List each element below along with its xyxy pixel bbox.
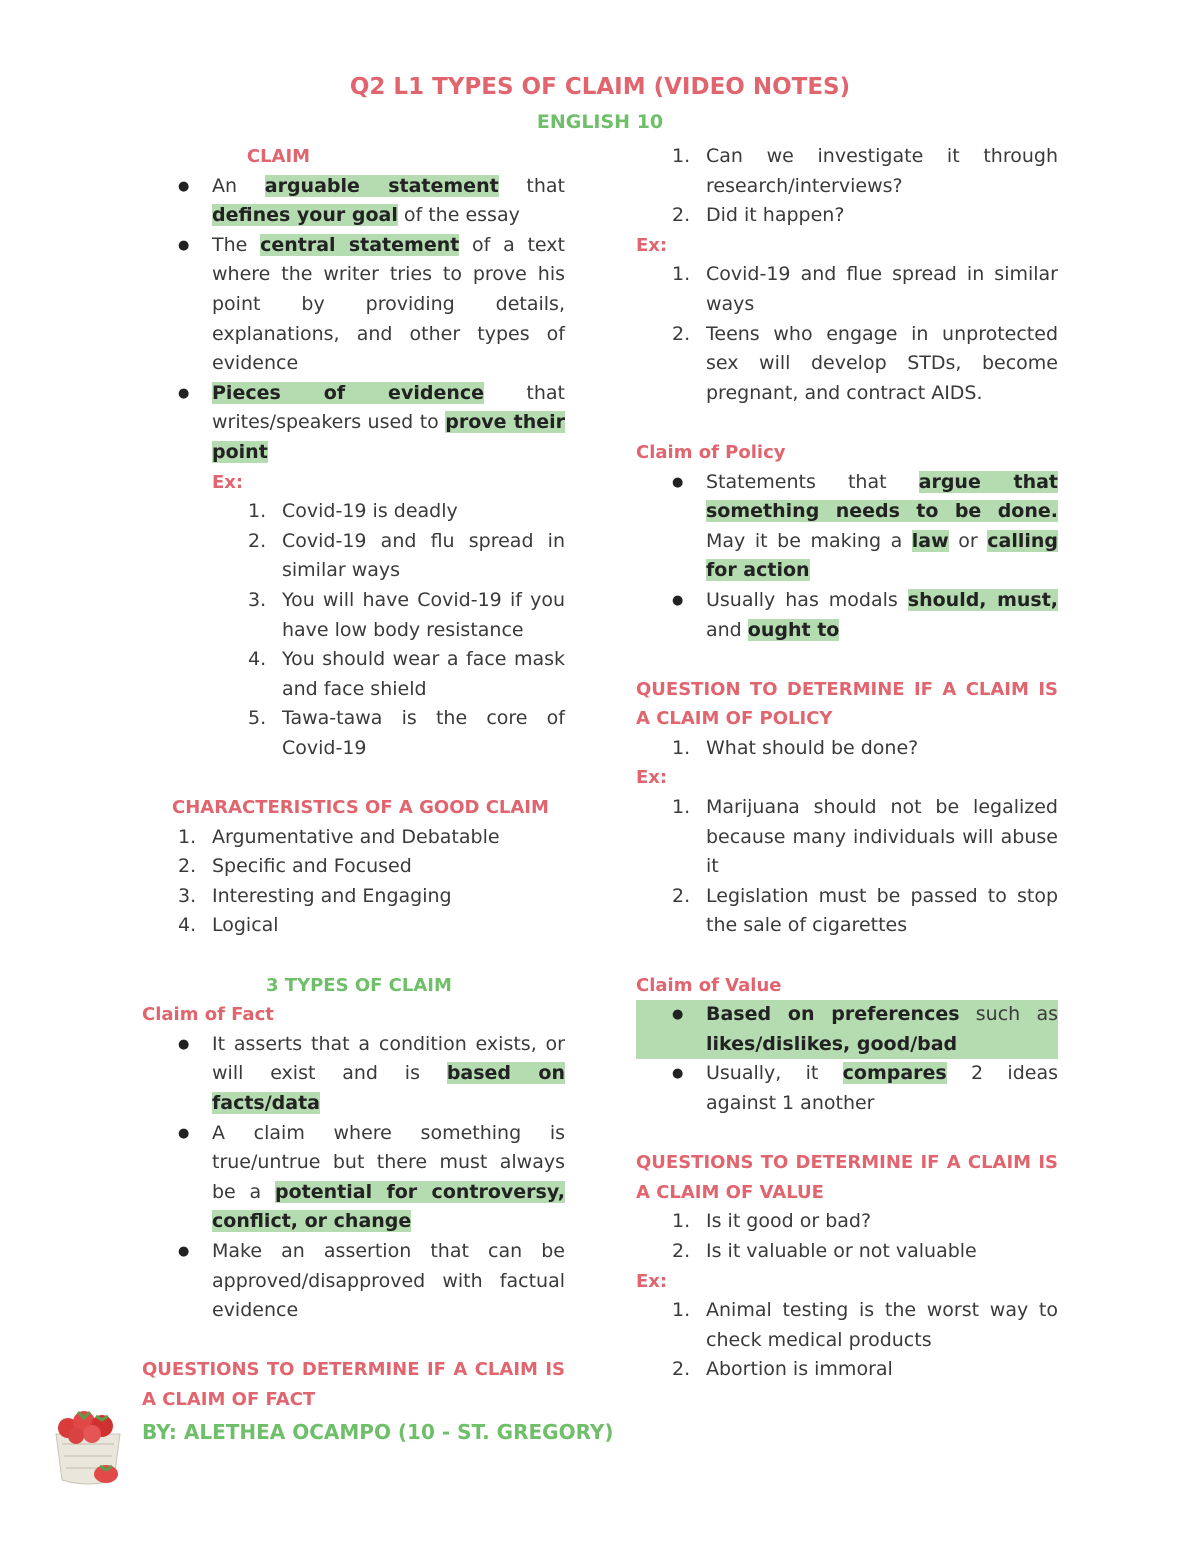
list-number: 2. [672, 1358, 691, 1381]
claim-of-fact-heading: Claim of Fact [142, 1004, 274, 1026]
highlighted-text: defines your goal [212, 204, 398, 227]
list-item: Covid-19 and flue spread in similar ways [706, 263, 1058, 315]
highlighted-text: law [911, 529, 949, 552]
list-item: Interesting and Engaging [212, 884, 452, 907]
list-number: 1. [672, 145, 691, 167]
claim-of-value-heading: Claim of Value [636, 974, 782, 996]
list-number: 1. [248, 500, 267, 523]
examples-label: Ex: [636, 1270, 668, 1292]
list-item: 2. Covid-19 and flu spread in similar ways [142, 527, 565, 586]
list-item: What should be done? [706, 736, 919, 759]
list-item: Is it valuable or not valuable [706, 1239, 977, 1262]
list-item: Is it good or bad? [706, 1210, 872, 1233]
list-item: Legislation must be passed to stop the sale of cigarettes [706, 884, 1058, 937]
highlighted-text: likes/dislikes, good/bad [706, 1032, 958, 1055]
list-number: 1. [178, 825, 197, 848]
list-number: 2. [672, 204, 691, 227]
types-heading: 3 TYPES OF CLAIM [266, 974, 452, 996]
list-number: 4. [248, 648, 267, 671]
list-item: Animal testing is the worst way to check medical products [706, 1299, 1058, 1351]
byline: BY: ALETHEA OCAMPO (10 - ST. GREGORY) [142, 1420, 614, 1444]
highlighted-text: central statement [260, 233, 460, 256]
value-bullet-1: ● Based on preferences such as likes/dislikes, good/bad [636, 1000, 1058, 1059]
highlighted-text: calling for action [706, 529, 1058, 582]
list-item: Abortion is immoral [706, 1358, 893, 1381]
highlighted-text: ought to [747, 618, 840, 641]
fact-bullet-1: ● It asserts that a condition exists, or will exist and is based on facts/data [142, 1030, 565, 1119]
list-number: 2. [672, 1239, 691, 1262]
list-number: 2. [178, 855, 197, 878]
claim-of-policy-heading: Claim of Policy [636, 441, 786, 463]
page-title: Q2 L1 TYPES OF CLAIM (VIDEO NOTES) [349, 74, 851, 100]
highlighted-text: based on facts/data [212, 1062, 566, 1114]
page-subtitle: ENGLISH 10 [536, 111, 664, 133]
examples-label: Ex: [212, 471, 244, 493]
highlighted-text: prove their point [212, 411, 565, 463]
question-policy-heading: QUESTION TO DETERMINE IF A CLAIM IS A CLAIM OF POLICY [636, 678, 1058, 730]
list-number: 2. [672, 322, 691, 345]
policy-bullet-2: ● Usually has modals should, must, and ought to [636, 586, 1058, 645]
claim-heading: CLAIM [246, 146, 311, 167]
fact-bullet-3: ● Make an assertion that can be approved/disapproved with factual evidence [142, 1237, 565, 1326]
list-number: 3. [248, 588, 267, 611]
list-item: 4. You should wear a face mask and face shield [142, 645, 565, 704]
list-number: 1. [672, 1299, 691, 1322]
list-item: Logical [212, 914, 279, 937]
list-number: 5. [248, 707, 267, 730]
highlighted-text: should, must, [907, 588, 1058, 611]
highlighted-text: arguable statement [264, 174, 499, 197]
right-column [636, 142, 1058, 1385]
strawberry-basket-icon [48, 1404, 128, 1490]
list-item: Teens who engage in unprotected sex will develop STDs, become pregnant, and contract AIDS. [706, 322, 1058, 404]
question-fact-heading: QUESTIONS TO DETERMINE IF A CLAIM IS A CLAIM OF FACT [142, 1359, 565, 1410]
fact-bullet-2: ● A claim where something is true/untrue but there must always be a potential for controversy, conflict, or change [142, 1119, 565, 1237]
highlighted-text: potential for controversy, conflict, or change [212, 1180, 565, 1233]
left-column [142, 142, 565, 1415]
list-item: Did it happen? [706, 204, 845, 227]
claim-bullet-1: ● An arguable statement that defines your goal of the essay [142, 172, 565, 231]
value-bullet-2: ● Usually, it compares 2 ideas against 1 another [636, 1059, 1058, 1118]
claim-bullet-3: ● Pieces of evidence that writes/speakers used to prove their point [142, 379, 565, 468]
list-number: 1. [672, 263, 691, 286]
list-number: 2. [672, 884, 691, 907]
question-value-heading: QUESTIONS TO DETERMINE IF A CLAIM IS A CLAIM OF VALUE [636, 1152, 1058, 1203]
list-number: 1. [672, 1210, 691, 1233]
examples-label: Ex: [636, 234, 668, 256]
highlighted-text: argue that something needs to be done. [706, 470, 1058, 523]
list-item: Marijuana should not be legalized because many individuals will abuse it [706, 796, 1058, 878]
list-number: 4. [178, 914, 197, 937]
claim-bullet-2: ● The central statement of a text where the writer tries to prove his point by providing details, explanations, and other types of evidence [142, 231, 565, 379]
list-item: Argumentative and Debatable [212, 825, 500, 848]
list-item: 1. Covid-19 is deadly [142, 497, 565, 527]
highlighted-text: compares [842, 1062, 947, 1085]
policy-bullet-1: ● Statements that argue that something needs to be done. May it be making a law or calling for action [636, 468, 1058, 586]
list-item: 3. You will have Covid-19 if you have low body resistance [142, 586, 565, 645]
highlighted-text: Pieces of evidence [212, 381, 485, 404]
list-item: Specific and Focused [212, 855, 412, 878]
list-number: 1. [672, 796, 691, 819]
list-number: 1. [672, 736, 691, 759]
examples-label: Ex: [636, 767, 668, 789]
list-item: 5. Tawa-tawa is the core of Covid-19 [142, 704, 565, 763]
highlighted-text: Based on preferences [706, 1003, 960, 1026]
list-number: 3. [178, 884, 197, 907]
characteristics-heading: CHARACTERISTICS OF A GOOD CLAIM [172, 797, 549, 819]
list-number: 2. [248, 529, 267, 552]
list-item: Can we investigate it through research/interviews? [706, 145, 1058, 197]
